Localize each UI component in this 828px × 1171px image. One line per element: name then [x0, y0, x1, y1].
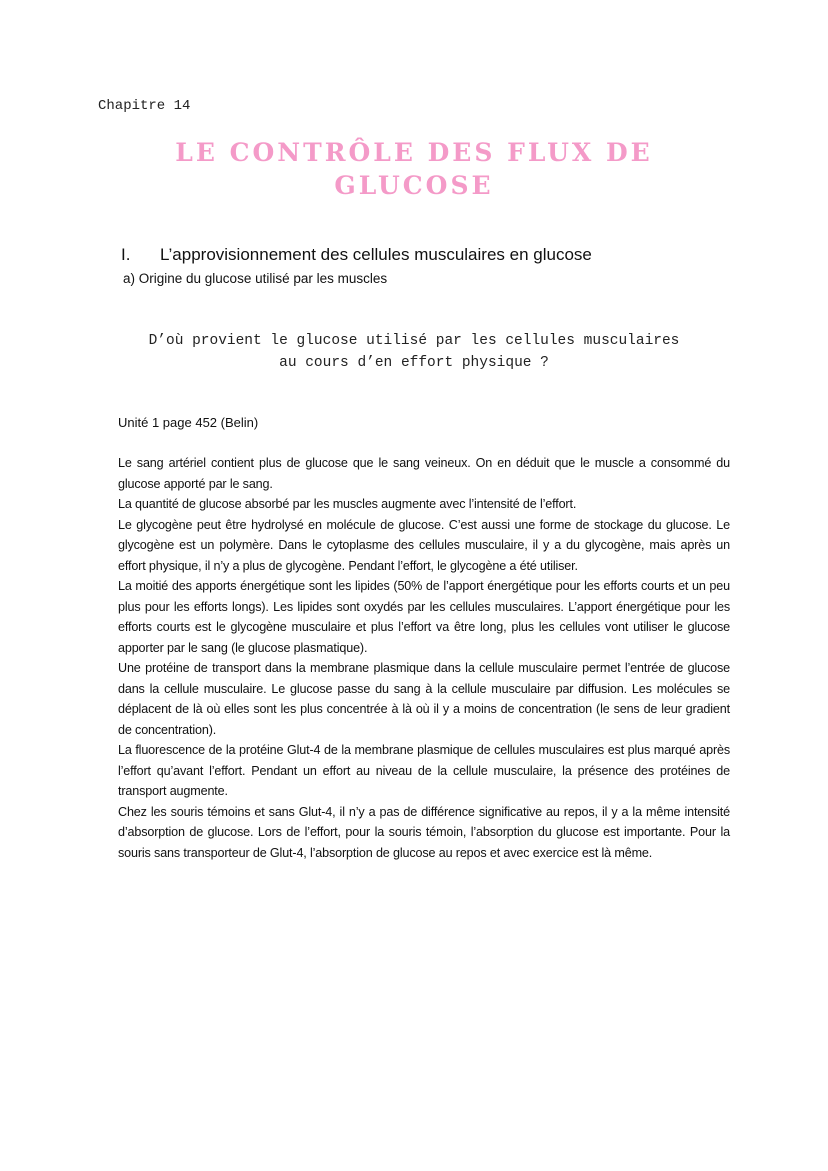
paragraph: La moitié des apports énergétique sont les lipides (50% de l’apport énergétique pour les efforts courts et un peu plus pour les efforts longs). Les lipides sont oxydés par les cellules musculaires. L’apport énergétique pour les efforts courts est le glycogène musculaire et plus l’effort va être long, plus les cellules vont utiliser le glucose apporter par le sang (le glucose plasmatique). — [118, 579, 730, 655]
paragraph: La quantité de glucose absorbé par les muscles augmente avec l’intensité de l’effort. — [118, 497, 577, 511]
section-number: I. — [121, 245, 131, 264]
question-line: D’où provient le glucose utilisé par les cellules musculaires — [148, 333, 680, 349]
section-label: L’approvisionnement des cellules musculaires en glucose — [160, 245, 592, 264]
body-text — [118, 453, 730, 863]
paragraph: Le glycogène peut être hydrolysé en molécule de glucose. C’est aussi une forme de stockage du glucose. Le glycogène est un polymère. Dans le cytoplasme des cellules musculaire, il y a du glycogène, mais après un effort physique, il n’y a plus de glycogène. Pendant l’effort, le glycogène a été utiliser. — [118, 517, 730, 573]
paragraph: Une protéine de transport dans la membrane plasmique dans la cellule musculaire permet l’entrée de glucose dans la cellule musculaire. Le glucose passe du sang à la cellule musculaire par diffusion. Les molécules se déplacent de là où elles sont les plus concentrée à là où il y a moins de concentration (le sens de leur gradient de concentration). — [118, 661, 730, 737]
page-title — [100, 136, 728, 202]
chapter-label: Chapitre 14 — [98, 98, 191, 114]
paragraph: Chez les souris témoins et sans Glut-4, il n’y a pas de différence significative au repos, il y a la même intensité d’absorption de glucose. Lors de l’effort, pour la souris témoin, l’absorption du glucose est importante. Pour la souris sans transporteur de Glut-4, l’absorption de glucose au repos et avec exercice est là même. — [118, 804, 730, 860]
subsection-heading: a) Origine du glucose utilisé par les muscles — [123, 271, 388, 286]
paragraph: Le sang artériel contient plus de glucose que le sang veineux. On en déduit que le muscle a consommé du glucose apporté par le sang. — [118, 456, 730, 491]
question-line: au cours d’en effort physique ? — [279, 355, 549, 371]
source-reference: Unité 1 page 452 (Belin) — [118, 415, 259, 430]
paragraph: La fluorescence de la protéine Glut-4 de la membrane plasmique de cellules musculaires est plus marqué après l’effort qu’avant l’effort. Pendant un effort au niveau de la cellule musculaire, la présence des protéines de transport augmente. — [118, 743, 730, 798]
question — [90, 330, 738, 374]
title-line: GLUCOSE — [334, 171, 494, 200]
section-heading — [121, 245, 592, 265]
title-line: LE CONTRÔLE DES FLUX DE — [175, 138, 653, 167]
